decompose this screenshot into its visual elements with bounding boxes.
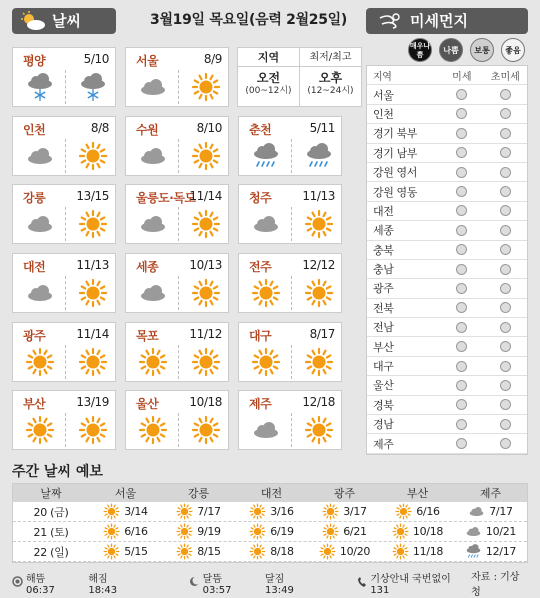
weekly-cell	[308, 543, 381, 560]
sun-icon	[304, 209, 334, 239]
sun-icon	[322, 503, 339, 520]
dust-region: 경남	[373, 418, 394, 432]
dust-region: 충북	[373, 243, 394, 257]
dust-title: 미세먼지	[410, 12, 468, 30]
pm25-status-dot	[500, 361, 511, 372]
weekly-cell	[381, 543, 454, 560]
sun-icon	[249, 523, 266, 540]
weekly-row	[13, 522, 527, 542]
dust-region: 경기 북부	[373, 127, 418, 141]
dust-row	[367, 318, 527, 337]
dust-region: 대구	[373, 360, 394, 374]
city-temp: 11/13	[76, 258, 109, 272]
dust-region: 강원 영동	[373, 185, 418, 199]
weekly-cell	[162, 543, 235, 560]
pm25-status-dot	[500, 399, 511, 410]
city-card	[238, 390, 342, 450]
dust-row	[367, 279, 527, 298]
dust-region: 전남	[373, 321, 394, 335]
city-name: 대전	[23, 260, 46, 274]
legend-minmax: 최저/최고	[309, 52, 352, 63]
weekly-cell	[308, 503, 381, 520]
weekly-temp: 10/20	[339, 545, 371, 558]
city-name: 서울	[136, 54, 159, 68]
city-temp: 5/10	[83, 52, 109, 66]
sun-icon	[103, 503, 120, 520]
pm25-status-dot	[500, 322, 511, 333]
sun-icon	[251, 278, 281, 308]
weekly-temp: 7/17	[197, 505, 221, 518]
rain-icon	[304, 141, 334, 171]
dust-row	[367, 124, 527, 143]
city-temp: 8/9	[203, 52, 222, 66]
sunrise-icon	[12, 576, 23, 590]
city-name: 수원	[136, 123, 159, 137]
city-card	[125, 253, 229, 313]
city-name: 전주	[249, 260, 272, 274]
cloud-icon	[25, 209, 55, 239]
dust-region: 제주	[373, 437, 394, 451]
city-temp: 8/8	[90, 121, 109, 135]
dust-region: 세종	[373, 224, 394, 238]
weekly-temp: 12/17	[485, 545, 517, 558]
sun-icon	[304, 278, 334, 308]
sun-icon	[249, 503, 266, 520]
sun-icon	[191, 278, 221, 308]
dust-header	[366, 8, 528, 34]
moonrise-time: 달뜸 03:57	[202, 574, 232, 596]
city-name: 춘천	[249, 123, 272, 137]
city-name: 강릉	[23, 191, 46, 205]
pm10-status-dot	[456, 244, 467, 255]
cloud-icon	[251, 415, 281, 445]
dust-row	[367, 299, 527, 318]
pm25-status-dot	[500, 244, 511, 255]
sun-icon	[395, 503, 412, 520]
sun-icon	[176, 503, 193, 520]
dust-row	[367, 163, 527, 182]
sun-icon	[304, 415, 334, 445]
city-name: 울릉도·독도	[136, 191, 196, 205]
weekly-col-gwangju: 광주	[333, 487, 356, 500]
city-temp: 13/15	[76, 189, 109, 203]
dust-region: 경북	[373, 398, 394, 412]
weekly-temp: 10/18	[412, 525, 444, 538]
weekly-date: 22 (일)	[33, 545, 69, 559]
city-card	[125, 390, 229, 450]
pm10-status-dot	[456, 205, 467, 216]
weekly-col-jeju: 제주	[479, 487, 502, 500]
date-title: 3월19일 목요일(음력 2월25일)	[150, 12, 348, 28]
pm10-status-dot	[456, 341, 467, 352]
city-temp: 11/14	[189, 189, 222, 203]
sun-icon	[25, 347, 55, 377]
city-temp: 11/12	[189, 327, 222, 341]
city-name: 인천	[23, 123, 46, 137]
cloud-icon	[138, 209, 168, 239]
weekly-cell	[308, 523, 381, 540]
weekly-table	[12, 483, 528, 563]
dust-row	[367, 260, 527, 279]
city-card	[12, 390, 116, 450]
weekly-temp: 11/18	[412, 545, 444, 558]
dust-row	[367, 357, 527, 376]
snow-icon	[78, 72, 108, 102]
pm25-status-dot	[500, 128, 511, 139]
legend-pm: 오후	[318, 71, 343, 85]
dust-region: 인천	[373, 107, 394, 121]
city-card	[238, 184, 342, 244]
dust-level-badge: 좋음	[501, 38, 525, 62]
weekly-title: 주간 날씨 예보	[12, 464, 103, 480]
pm10-status-dot	[456, 438, 467, 449]
city-card	[12, 184, 116, 244]
dust-col-region: 지역	[373, 71, 392, 83]
pm25-status-dot	[500, 341, 511, 352]
legend-region: 지역	[238, 48, 300, 66]
pm25-status-dot	[500, 380, 511, 391]
dust-row	[367, 85, 527, 104]
sun-icon	[176, 523, 193, 540]
dust-row	[367, 376, 527, 395]
sun-icon	[138, 415, 168, 445]
pm10-status-dot	[456, 89, 467, 100]
city-card	[238, 253, 342, 313]
sun-icon	[191, 72, 221, 102]
pm10-status-dot	[456, 264, 467, 275]
sun-icon	[103, 523, 120, 540]
sun-icon	[138, 347, 168, 377]
weather-header	[12, 8, 116, 34]
legend-box	[237, 47, 362, 107]
rain-icon	[465, 543, 482, 560]
city-card	[12, 47, 116, 107]
city-card	[125, 116, 229, 176]
pm10-status-dot	[456, 128, 467, 139]
pm25-status-dot	[500, 225, 511, 236]
weekly-temp: 8/18	[270, 545, 294, 558]
weekly-cell	[162, 503, 235, 520]
sun-icon	[191, 209, 221, 239]
sun-icon	[103, 543, 120, 560]
sun-icon	[322, 523, 339, 540]
weekly-temp: 5/15	[124, 545, 148, 558]
wind-icon	[378, 12, 402, 38]
dust-row	[367, 182, 527, 201]
weekly-temp: 8/15	[197, 545, 221, 558]
cloud-icon	[138, 141, 168, 171]
cloud-icon	[138, 72, 168, 102]
pm25-status-dot	[500, 186, 511, 197]
weekly-cell	[235, 543, 308, 560]
city-card	[12, 253, 116, 313]
dust-row	[367, 241, 527, 260]
pm10-status-dot	[456, 225, 467, 236]
weekly-cell	[89, 543, 162, 560]
weekly-temp: 3/16	[270, 505, 294, 518]
pm25-status-dot	[500, 89, 511, 100]
city-temp: 8/10	[196, 121, 222, 135]
sun-icon	[191, 141, 221, 171]
city-name: 제주	[249, 397, 272, 411]
dust-region: 광주	[373, 282, 394, 296]
pm10-status-dot	[456, 108, 467, 119]
weekly-col-busan: 부산	[406, 487, 429, 500]
dust-row	[367, 144, 527, 163]
city-card	[238, 116, 342, 176]
sun-icon	[304, 347, 334, 377]
snow-icon	[25, 72, 55, 102]
weekly-row	[13, 542, 527, 562]
pm10-status-dot	[456, 361, 467, 372]
cloud-icon	[25, 278, 55, 308]
city-name: 평양	[23, 54, 46, 68]
weekly-temp: 6/16	[416, 505, 440, 518]
pm10-status-dot	[456, 283, 467, 294]
weekly-cell	[89, 503, 162, 520]
pm25-status-dot	[500, 419, 511, 430]
dust-row	[367, 396, 527, 415]
city-name: 청주	[249, 191, 272, 205]
weekly-cell	[454, 503, 527, 520]
weekly-temp: 6/19	[270, 525, 294, 538]
weekly-cell	[235, 523, 308, 540]
weekly-cell	[381, 503, 454, 520]
weekly-date: 20 (금)	[33, 505, 69, 519]
pm10-status-dot	[456, 167, 467, 178]
source-credit: 자료 : 기상청	[471, 572, 520, 598]
city-name: 세종	[136, 260, 159, 274]
city-card	[125, 184, 229, 244]
city-temp: 12/12	[302, 258, 335, 272]
phone-icon	[357, 576, 367, 591]
cloud-icon	[138, 278, 168, 308]
sunrise-time: 해뜸 06:37	[26, 574, 55, 596]
weekly-cell	[454, 523, 527, 540]
dust-col-pm10: 미세	[452, 71, 472, 83]
rain-icon	[251, 141, 281, 171]
dust-region: 경기 남부	[373, 146, 418, 160]
dust-level-badge: 매우나쁨	[408, 38, 432, 62]
weekly-cell	[89, 523, 162, 540]
weekly-cell	[454, 543, 527, 560]
weather-title: 날씨	[52, 12, 81, 30]
city-card	[238, 322, 342, 382]
weekly-temp: 10/21	[485, 525, 517, 538]
city-temp: 11/13	[302, 189, 335, 203]
sun-icon	[249, 543, 266, 560]
pm25-status-dot	[500, 438, 511, 449]
city-temp: 12/18	[302, 395, 335, 409]
dust-col-pm25: 초미세	[490, 71, 520, 83]
weekly-col-gangneung: 강릉	[187, 487, 210, 500]
city-card	[12, 116, 116, 176]
cloud-icon	[251, 209, 281, 239]
dust-region: 대전	[373, 204, 394, 218]
city-temp: 8/17	[309, 327, 335, 341]
pm25-status-dot	[500, 147, 511, 158]
dust-region: 강원 영서	[373, 166, 418, 180]
weekly-cell	[162, 523, 235, 540]
dust-region: 울산	[373, 379, 394, 393]
dust-row	[367, 337, 527, 356]
sun-icon	[78, 278, 108, 308]
weekly-temp: 9/19	[197, 525, 221, 538]
dust-row	[367, 202, 527, 221]
sun-icon	[176, 543, 193, 560]
dust-row	[367, 434, 527, 453]
weekly-temp: 3/14	[124, 505, 148, 518]
weekly-temp: 3/17	[343, 505, 367, 518]
pm10-status-dot	[456, 302, 467, 313]
sun-icon	[78, 415, 108, 445]
dust-table-header	[367, 66, 527, 85]
city-card	[125, 47, 229, 107]
legend-am: 오전	[256, 71, 281, 85]
city-name: 대구	[249, 329, 272, 343]
weekly-cell	[381, 523, 454, 540]
pm10-status-dot	[456, 419, 467, 430]
city-temp: 5/11	[309, 121, 335, 135]
sun-icon	[78, 141, 108, 171]
sun-icon	[251, 347, 281, 377]
weekly-date: 21 (토)	[33, 525, 69, 539]
weekly-col-date: 날짜	[40, 487, 62, 500]
pm25-status-dot	[500, 302, 511, 313]
pm25-status-dot	[500, 205, 511, 216]
city-name: 부산	[23, 397, 46, 411]
city-card	[125, 322, 229, 382]
sun-icon	[25, 415, 55, 445]
sunset-time: 해짐 18:43	[88, 574, 118, 596]
city-temp: 10/18	[189, 395, 222, 409]
pm10-status-dot	[456, 380, 467, 391]
dust-table	[366, 65, 528, 455]
pm25-status-dot	[500, 283, 511, 294]
city-name: 울산	[136, 397, 159, 411]
legend-pm-sub: (12~24시)	[307, 86, 354, 96]
sun-icon	[319, 543, 336, 560]
weekly-temp: 6/16	[124, 525, 148, 538]
pm25-status-dot	[500, 264, 511, 275]
moonset-time: 달짐 13:49	[264, 574, 294, 596]
cloud-icon	[468, 503, 485, 520]
pm25-status-dot	[500, 108, 511, 119]
city-temp: 10/13	[189, 258, 222, 272]
city-name: 광주	[23, 329, 46, 343]
sun-icon	[78, 347, 108, 377]
weekly-row	[13, 502, 527, 522]
dust-level-badge: 나쁨	[439, 38, 463, 62]
pm10-status-dot	[456, 147, 467, 158]
dust-region: 서울	[373, 88, 394, 102]
sun-icon	[78, 209, 108, 239]
city-temp: 11/14	[76, 327, 109, 341]
weekly-cell	[235, 503, 308, 520]
pm10-status-dot	[456, 399, 467, 410]
dust-level-badge: 보통	[470, 38, 494, 62]
weekly-header	[13, 484, 527, 502]
dust-row	[367, 105, 527, 124]
dust-row	[367, 415, 527, 434]
pm10-status-dot	[456, 322, 467, 333]
legend-am-sub: (00~12시)	[245, 86, 292, 96]
sun-cloud-icon	[20, 11, 46, 39]
dust-row	[367, 221, 527, 240]
city-temp: 13/19	[76, 395, 109, 409]
city-name: 목포	[136, 329, 159, 343]
dust-region: 전북	[373, 301, 394, 315]
sun-icon	[191, 347, 221, 377]
moon-icon	[189, 576, 200, 590]
dust-region: 충남	[373, 263, 394, 277]
pm10-status-dot	[456, 186, 467, 197]
sun-icon	[191, 415, 221, 445]
weekly-col-seoul: 서울	[114, 487, 137, 500]
city-card	[12, 322, 116, 382]
weather-hotline: 기상안내 국번없이 131	[370, 574, 451, 596]
weekly-temp: 6/21	[343, 525, 367, 538]
sun-icon	[392, 523, 409, 540]
pm25-status-dot	[500, 167, 511, 178]
dust-region: 부산	[373, 340, 394, 354]
weekly-temp: 7/17	[489, 505, 513, 518]
cloud-icon	[465, 523, 482, 540]
sun-icon	[392, 543, 409, 560]
cloud-icon	[25, 141, 55, 171]
weekly-col-daejeon: 대전	[260, 487, 283, 500]
